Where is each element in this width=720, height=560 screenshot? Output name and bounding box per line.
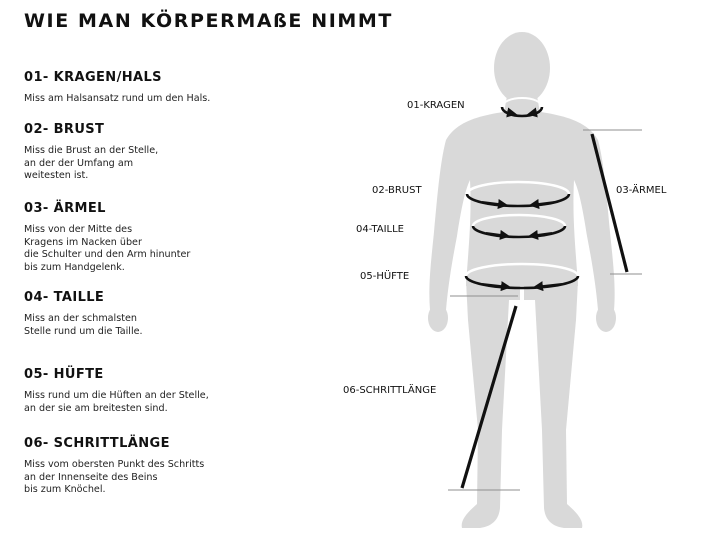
diagram-label-chest: 02-BRUST <box>372 185 422 196</box>
silhouette-right-leg <box>524 280 582 528</box>
section-text-line: bis zum Knöchel. <box>24 484 106 495</box>
section-text-line: Miss rund um die Hüften an der Stelle, <box>24 390 209 401</box>
section-heading-waist: 04- TAILLE <box>24 290 105 305</box>
section-text-line: Miss vom obersten Punkt des Schritts <box>24 459 205 470</box>
page-title: WIE MAN KÖRPERMAßE NIMMT <box>24 10 393 32</box>
diagram-label-hip: 05-HÜFTE <box>360 271 410 282</box>
section-text-line: weitesten ist. <box>24 170 89 181</box>
section-text-line: Kragens im Nacken über <box>24 236 142 248</box>
section-heading-sleeve: 03- ÄRMEL <box>24 201 106 216</box>
section-text-line: bis zum Handgelenk. <box>24 261 125 273</box>
section-heading-hip: 05- HÜFTE <box>24 367 104 382</box>
section-text-line: Stelle rund um die Taille. <box>24 325 143 337</box>
section-text-line: die Schulter und den Arm hinunter <box>24 249 191 260</box>
section-heading-chest: 02- BRUST <box>24 122 105 137</box>
diagram-label-collar: 01-KRAGEN <box>407 100 465 111</box>
silhouette-head <box>494 32 550 104</box>
section-text-line: Miss die Brust an der Stelle, <box>24 145 159 156</box>
diagram-label-sleeve: 03-ÄRMEL <box>616 185 667 196</box>
section-text-line: Miss am Halsansatz rund um den Hals. <box>24 93 211 104</box>
diagram-label-inseam: 06-SCHRITTLÄNGE <box>343 385 437 396</box>
section-text-line: an der Innenseite des Beins <box>24 471 158 483</box>
section-text-line: an der sie am breitesten sind. <box>24 402 168 414</box>
section-text-line: an der der Umfang am <box>24 157 134 169</box>
silhouette-left-hand <box>428 304 448 332</box>
silhouette-torso-arms <box>429 112 614 310</box>
section-text-line: Miss von der Mitte des <box>24 224 133 235</box>
section-heading-collar: 01- KRAGEN/HALS <box>24 70 162 85</box>
silhouette-right-hand <box>596 304 616 332</box>
section-heading-inseam: 06- SCHRITTLÄNGE <box>24 436 170 451</box>
diagram-label-waist: 04-TAILLE <box>356 224 404 235</box>
section-text-line: Miss an der schmalsten <box>24 313 137 324</box>
